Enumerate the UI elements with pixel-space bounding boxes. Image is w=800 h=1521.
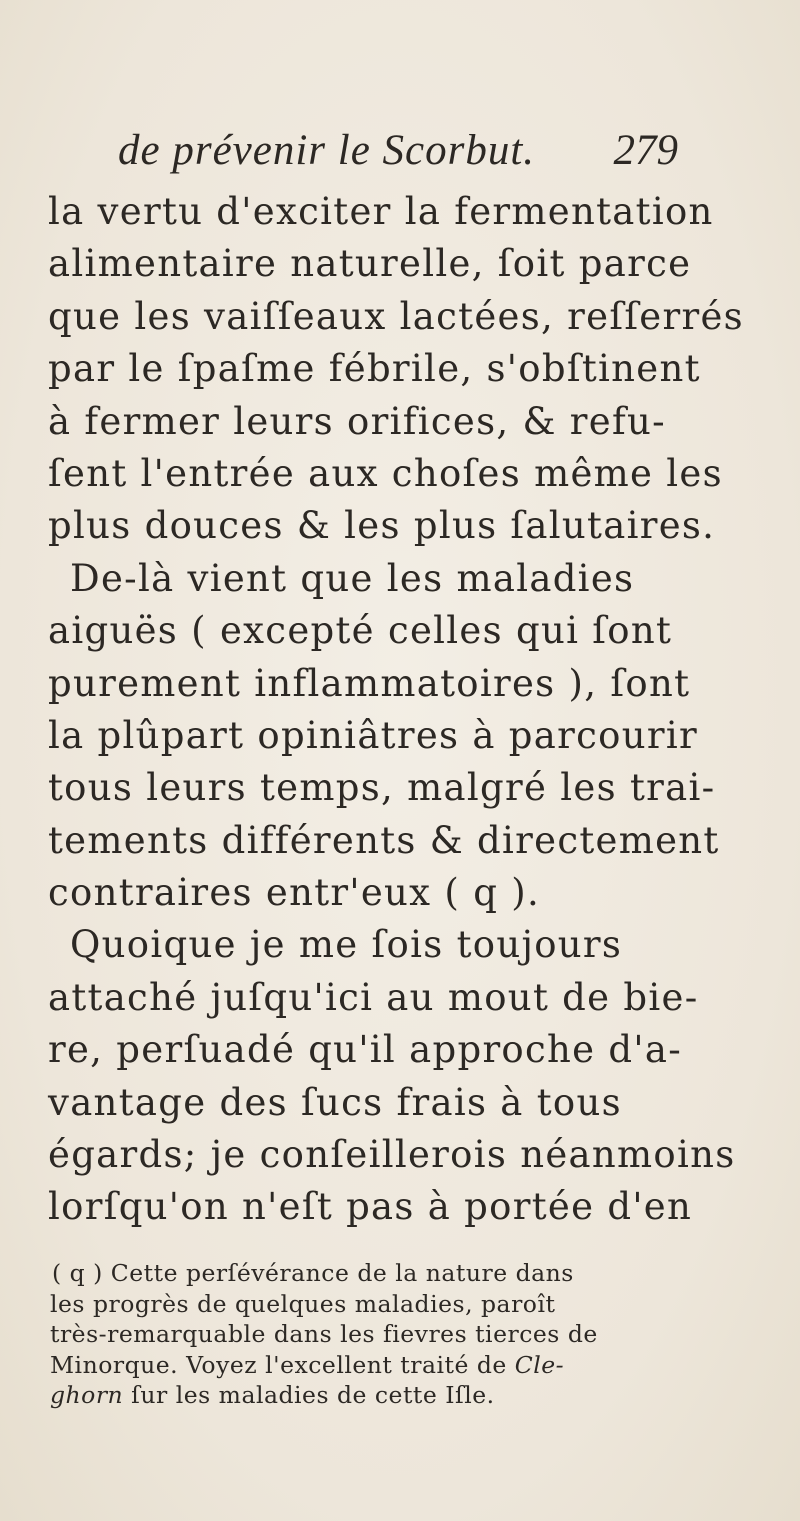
text-line: plus douces & les plus ſalutaires. xyxy=(48,504,716,548)
text-line: la vertu d'exciter la fermentation xyxy=(48,190,714,233)
text-line: contraires entr'eux ( q ). xyxy=(48,871,541,915)
text-line: alimentaire naturelle, ſoit parce xyxy=(48,242,692,286)
body-text xyxy=(48,186,758,1234)
running-head xyxy=(118,126,678,178)
footnote-line: très-remarquable dans les fievres tierces de xyxy=(50,1320,598,1348)
paragraph-start-line: Quoique je me ſois toujours xyxy=(70,923,623,967)
text-line: purement inflammatoires ), ſont xyxy=(48,661,691,705)
footnote-text: Minorque. Voyez l'excellent traité de xyxy=(50,1350,507,1379)
footnote-line: les progrès de quelques maladies, paroît xyxy=(50,1289,556,1318)
page-number: 279 xyxy=(613,127,678,174)
footnote xyxy=(50,1258,760,1411)
text-line: attaché juſqu'ici au mout de bie- xyxy=(48,975,699,1019)
text-line: lorſqu'on n'eſt pas à portée d'en xyxy=(48,1185,693,1229)
footnote-line xyxy=(50,1380,760,1411)
text-line: tements différents & directement xyxy=(48,818,720,862)
footnote-line xyxy=(50,1350,760,1381)
text-line: aiguës ( excepté celles qui ſont xyxy=(48,609,673,653)
text-line: égards; je conſeillerois néanmoins xyxy=(48,1133,736,1177)
footnote-author-italic: Cle- xyxy=(514,1350,565,1379)
footnote-line: ( q ) Cette perſévérance de la nature dans xyxy=(52,1259,574,1287)
text-line: la plûpart opiniâtres à parcourir xyxy=(48,713,698,757)
text-line: par le ſpaſme fébrile, s'obſtinent xyxy=(48,347,701,391)
text-line: tous leurs temps, malgré les trai- xyxy=(48,766,716,810)
text-line: vantage des ſucs frais à tous xyxy=(48,1080,622,1124)
text-line: que les vaiſſeaux lactées, reſſerrés xyxy=(48,294,744,338)
text-line: ſent l'entrée aux choſes même les xyxy=(48,451,723,495)
footnote-author-italic: ghorn xyxy=(50,1381,124,1409)
paragraph-start-line: De-là vient que les maladies xyxy=(70,556,635,600)
text-line: à fermer leurs orifices, & refu- xyxy=(48,399,666,443)
running-title: de prévenir le Scorbut. xyxy=(118,127,536,174)
text-line: re, perſuadé qu'il approche d'a- xyxy=(48,1028,683,1072)
footnote-text: ſur les maladies de cette Iſle. xyxy=(123,1381,495,1409)
